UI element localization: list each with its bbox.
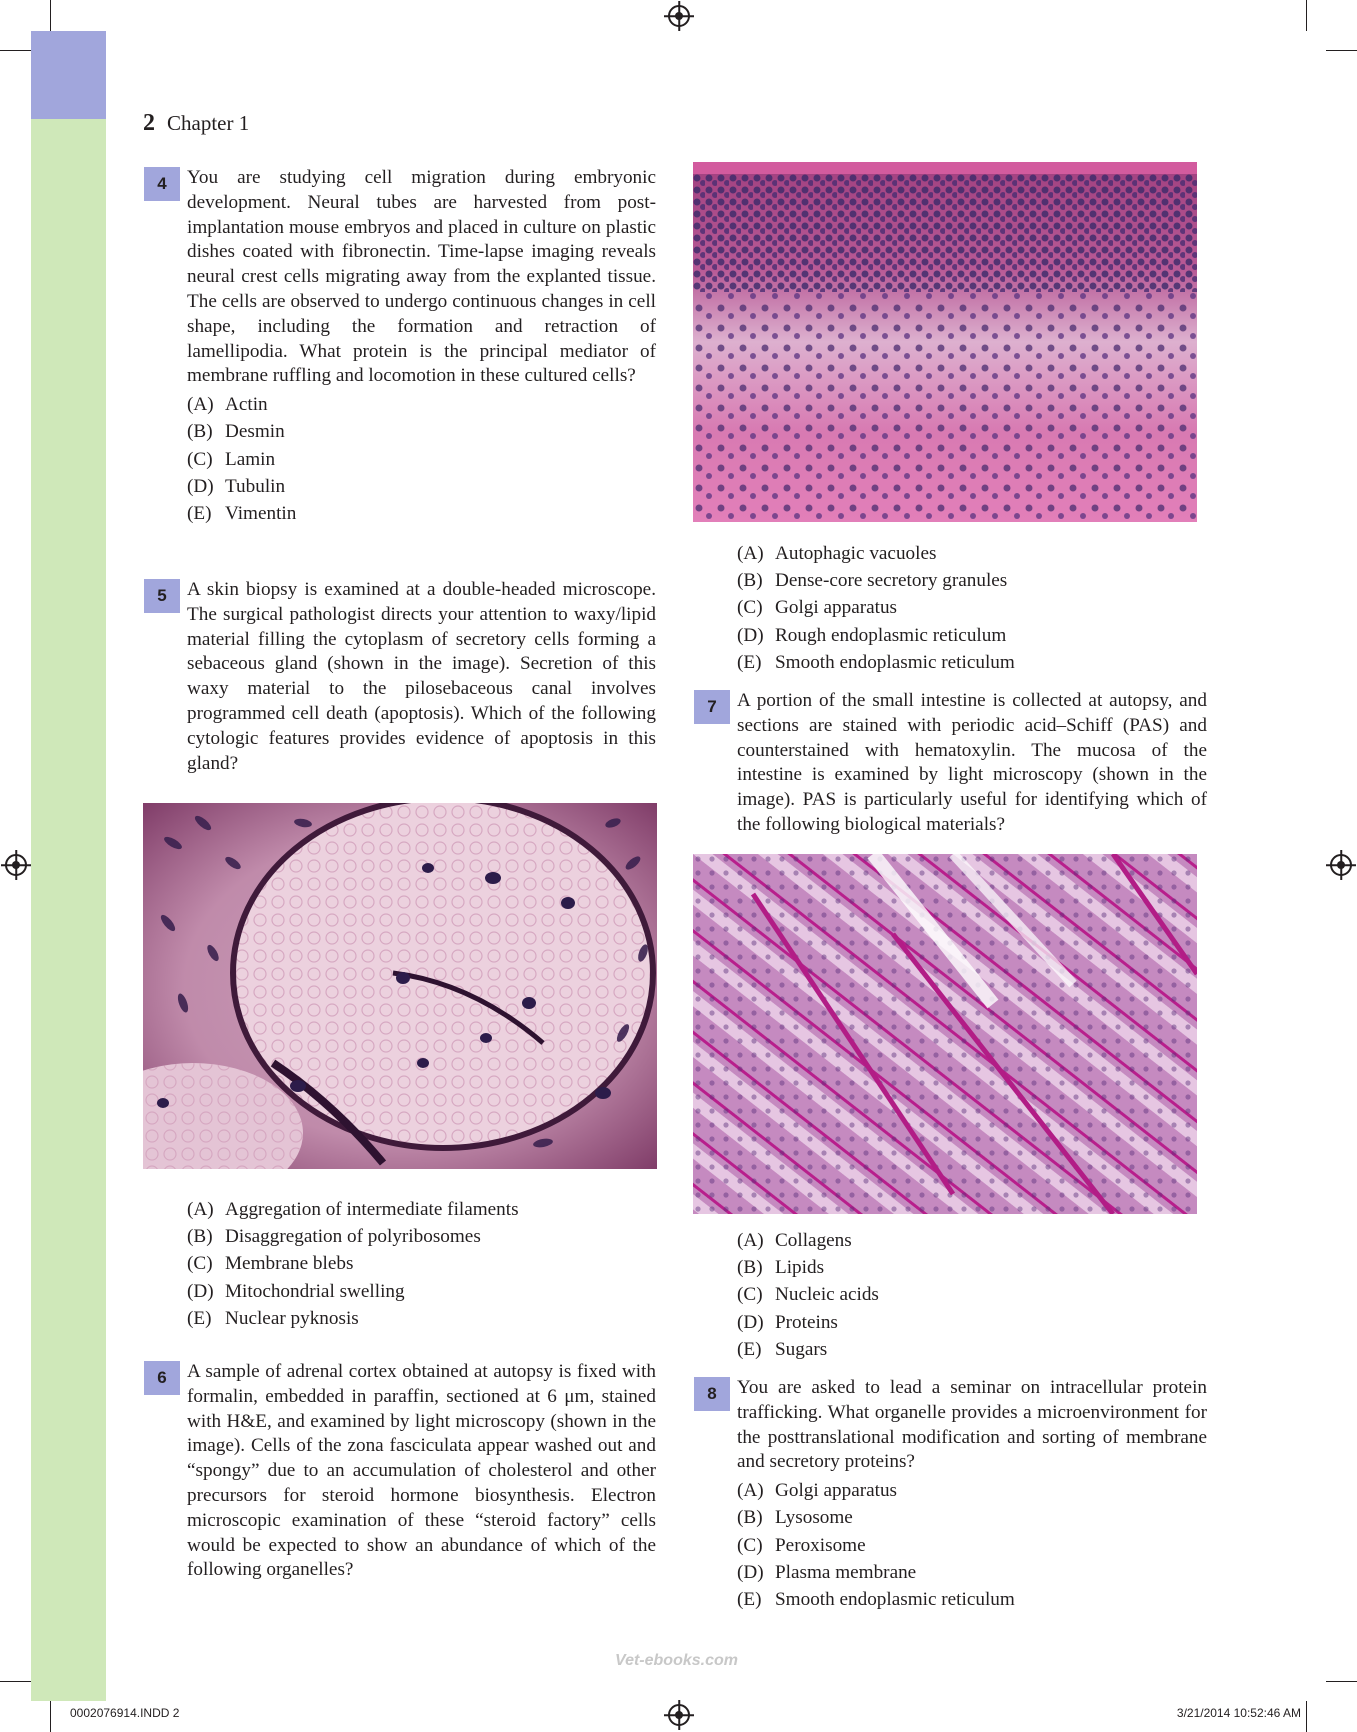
answer-option[interactable]: (B) Lipids	[737, 1257, 825, 1279]
crop-mark	[0, 50, 31, 51]
answer-option[interactable]: (A) Collagens	[737, 1230, 852, 1251]
answer-options	[737, 540, 1015, 676]
sebaceous-gland-micrograph	[143, 803, 657, 1169]
sidebar-purple-tab	[31, 31, 106, 119]
running-head	[143, 110, 249, 137]
footer-file-slug: 0002076914.INDD 2	[70, 1706, 180, 1720]
question-number-badge: 8	[694, 1377, 730, 1411]
answer-option[interactable]: (E) Sugars	[737, 1338, 828, 1360]
crop-mark	[50, 0, 51, 31]
crop-mark	[0, 1681, 31, 1682]
question-number-badge: 6	[144, 1361, 180, 1395]
crop-mark	[1306, 1701, 1307, 1732]
answer-option[interactable]: (A) Actin	[187, 394, 268, 416]
watermark: Vet-ebooks.com	[615, 1652, 738, 1669]
answer-option[interactable]: (B) Desmin	[187, 421, 285, 443]
sidebar-green-band	[31, 31, 106, 1701]
question-6-options	[737, 538, 1015, 676]
registration-mark-icon	[1330, 854, 1352, 876]
answer-option[interactable]: (E) Vimentin	[187, 502, 297, 524]
question-5	[157, 578, 656, 776]
answer-option[interactable]: (D) Mitochondrial swelling	[187, 1280, 405, 1302]
answer-option[interactable]: (C) Membrane blebs	[187, 1253, 354, 1275]
question-number-badge: 4	[144, 167, 180, 201]
question-5-options	[187, 1194, 519, 1332]
answer-option[interactable]: (E) Smooth endoplasmic reticulum	[737, 651, 1015, 673]
answer-option[interactable]: (C) Nucleic acids	[737, 1284, 879, 1306]
answer-option[interactable]: (C) Peroxisome	[737, 1534, 866, 1556]
adrenal-cortex-micrograph	[693, 162, 1197, 522]
answer-option[interactable]: (C) Lamin	[187, 448, 276, 470]
small-intestine-pas-micrograph	[693, 854, 1197, 1214]
answer-option[interactable]: (D) Plasma membrane	[737, 1561, 917, 1583]
answer-option[interactable]: (B) Lysosome	[737, 1507, 853, 1529]
answer-option[interactable]: (E) Nuclear pyknosis	[187, 1307, 359, 1329]
answer-option[interactable]: (D) Proteins	[737, 1311, 838, 1333]
question-stem: A skin biopsy is examined at a double-headed microscope. The surgical pathologist directs your attention to waxy/lipid material filling the cytoplasm of secretory cells forming a sebaceous gland (shown in the image). Secretion of this waxy material to the pilosebaceous canal involves programmed cell death (apoptosis). Which of the following cytologic features provides evidence of apoptosis in this gland?	[187, 579, 656, 774]
answer-option[interactable]: (B) Dense-core secretory granules	[737, 570, 1008, 592]
answer-option[interactable]: (A) Aggregation of intermediate filaments	[187, 1199, 519, 1220]
answer-option[interactable]: (B) Disaggregation of polyribosomes	[187, 1226, 481, 1248]
answer-option[interactable]: (D) Rough endoplasmic reticulum	[737, 624, 1007, 646]
answer-options	[737, 1227, 879, 1363]
question-number-badge: 7	[694, 690, 730, 724]
question-stem: You are asked to lead a seminar on intracellular protein trafficking. What organelle provides a microenvironment for the posttranslational modification and sorting of membrane and secretory proteins?	[737, 1377, 1207, 1473]
answer-options	[187, 1196, 519, 1332]
answer-option[interactable]: (C) Golgi apparatus	[737, 597, 898, 619]
question-7	[707, 689, 1207, 838]
question-6	[157, 1360, 656, 1583]
question-number-badge: 5	[144, 579, 180, 613]
crop-mark	[1306, 0, 1307, 31]
footer-timestamp: 3/21/2014 10:52:46 AM	[1176, 1706, 1301, 1720]
question-stem: A sample of adrenal cortex obtained at autopsy is fixed with formalin, embedded in paraffin, sectioned at 6 μm, stained with H&E, and examined by light microscopy (shown in the image). Cells of the zona fasciculata appear washed out and “spongy” due to an accumulation of cholesterol and other precursors for steroid hormone biosynthesis. Electron microscopic examination of these “steroid factory” cells would be expected to show an abundance of which of the following organelles?	[187, 1361, 656, 1581]
page-number: 2	[143, 110, 155, 136]
chapter-label: Chapter 1	[167, 111, 250, 135]
question-stem: A portion of the small intestine is collected at autopsy, and sections are stained with periodic acid–Schiff (PAS) and counterstained with hematoxylin. The mucosa of the intestine is examined by light microscopy (shown in the image). PAS is particularly useful for identifying which of the following biological materials?	[737, 690, 1207, 835]
crop-mark	[50, 1701, 51, 1732]
question-8	[707, 1376, 1207, 1613]
crop-mark	[1326, 1681, 1357, 1682]
answer-option[interactable]: (A) Autophagic vacuoles	[737, 543, 937, 564]
answer-option[interactable]: (D) Tubulin	[187, 475, 286, 497]
registration-mark-icon	[668, 1704, 690, 1726]
crop-mark	[1326, 50, 1357, 51]
answer-options	[737, 1477, 1207, 1613]
registration-mark-icon	[5, 854, 27, 876]
answer-option[interactable]: (E) Smooth endoplasmic reticulum	[737, 1589, 1015, 1610]
answer-options	[187, 391, 656, 527]
question-4	[157, 166, 656, 527]
answer-option[interactable]: (A) Golgi apparatus	[737, 1480, 898, 1502]
question-7-options	[737, 1225, 879, 1363]
question-stem: You are studying cell migration during embryonic development. Neural tubes are harvested from post-implantation mouse embryos and placed in culture on plastic dishes coated with fibronectin. Time-lapse imaging reveals neural crest cells migrating away from the explanted tissue. The cells are observed to undergo continuous changes in cell shape, including the formation and retraction of lamellipodia. What protein is the principal mediator of membrane ruffling and locomotion in these cultured cells?	[187, 167, 656, 387]
registration-mark-icon	[668, 5, 690, 27]
